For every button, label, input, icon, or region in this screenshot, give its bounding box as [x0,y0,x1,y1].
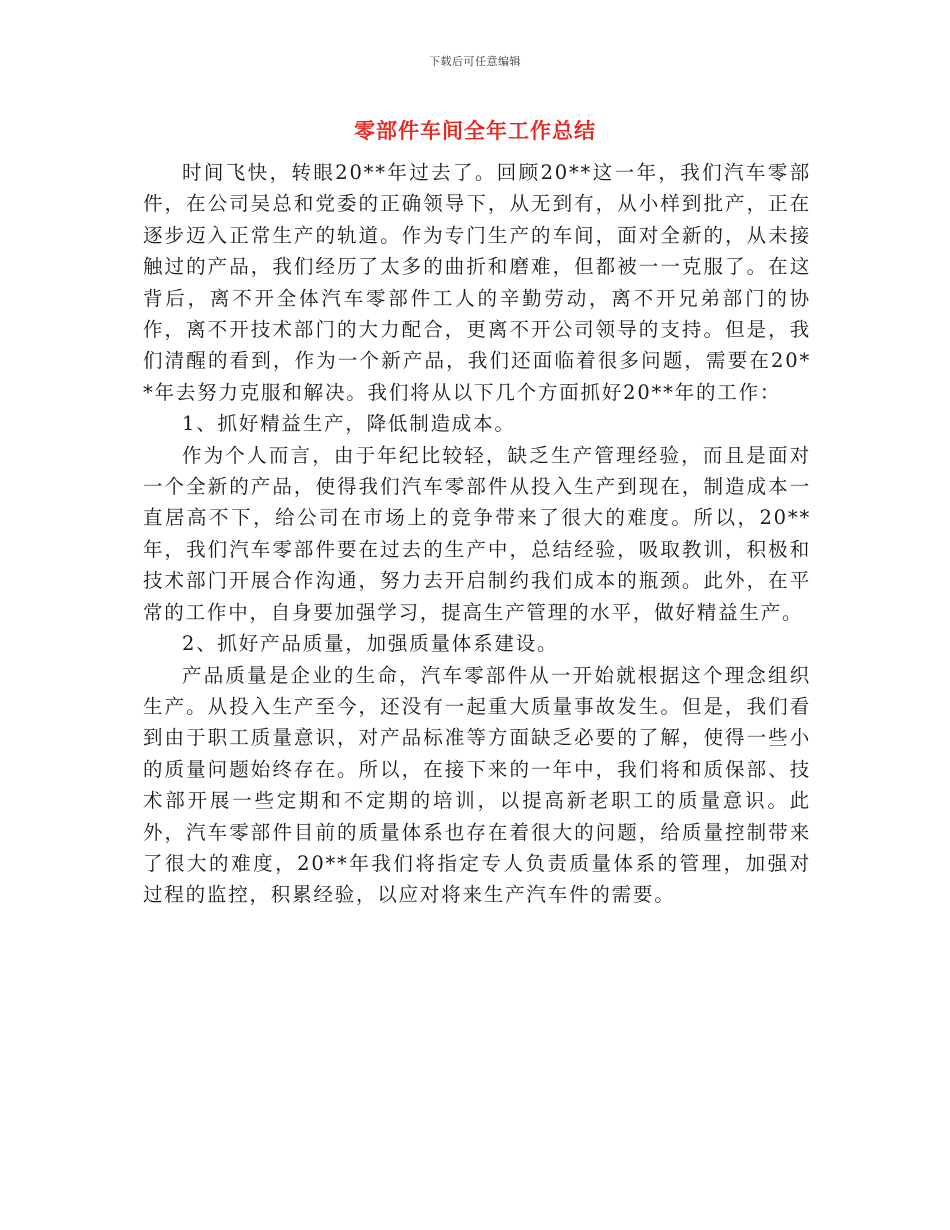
section-heading-2: 2、抓好产品质量，加强质量体系建设。 [182,632,559,656]
document-title: 零部件车间全年工作总结 [354,118,596,143]
paragraph-section-1: 作为个人而言，由于年纪比较轻，缺乏生产管理经验，而且是面对一个全新的产品，使得我们汽车零部件从投入生产到现在，制造成本一直居高不下，给公司在市场上的竞争带来了很大的难度。所以，20**年，我们汽车零部件要在过去的生产中，总结经验，吸取教训，积极和技术部门开展合作沟通，努力去开启制约我们成本的瓶颈。此外，在平常的工作中，自身要加强学习，提高生产管理的水平，做好精益生产。 [143,443,811,624]
paragraph-intro: 时间飞快，转眼20**年过去了。回顾20**这一年，我们汽车零部件，在公司吴总和党委的正确领导下，从无到有，从小样到批产，正在逐步迈入正常生产的轨道。作为专门生产的车间，面对全新的，从未接触过的产品，我们经历了太多的曲折和磨难，但都被一一克服了。在这背后，离不开全体汽车零部件工人的辛勤劳动，离不开兄弟部门的协作，离不开技术部门的大力配合，更离不开公司领导的支持。但是，我们清醒的看到，作为一个新产品，我们还面临着很多问题，需要在20**年去努力克服和解决。我们将从以下几个方面抓好20**年的工作： [143,161,811,404]
section-heading-1: 1、抓好精益生产，降低制造成本。 [182,412,516,436]
paragraph-section-2: 产品质量是企业的生命，汽车零部件从一开始就根据这个理念组织生产。从投入生产至今，还没有一起重大质量事故发生。但是，我们看到由于职工质量意识，对产品标准等方面缺乏必要的了解，使得一些小的质量问题始终存在。所以，在接下来的一年中，我们将和质保部、技术部开展一些定期和不定期的培训，以提高新老职工的质量意识。此外，汽车零部件目前的质量体系也存在着很大的问题，给质量控制带来了很大的难度，20**年我们将指定专人负责质量体系的管理，加强对过程的监控，积累经验，以应对将来生产汽车件的需要。 [143,663,811,907]
header-note: 下载后可任意编辑 [429,55,521,68]
document-body [143,157,811,911]
